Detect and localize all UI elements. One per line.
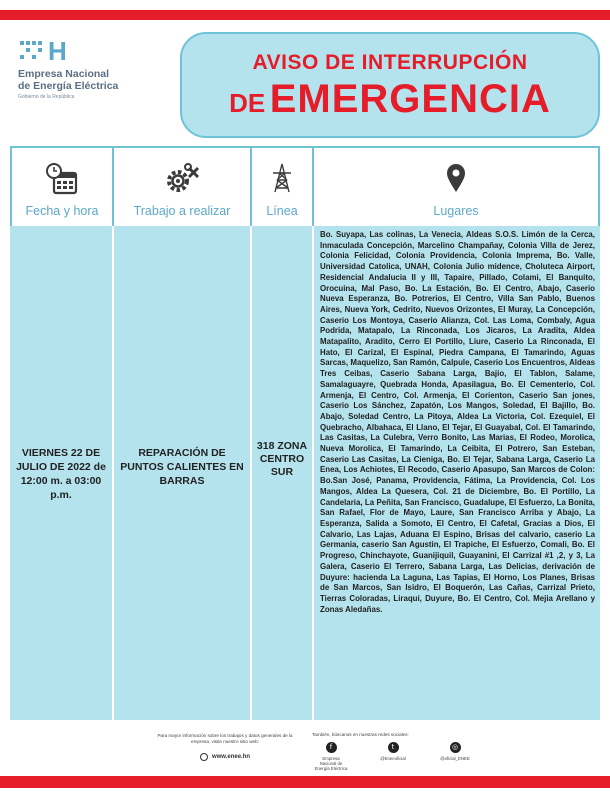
title-line2 — [182, 77, 598, 122]
logo-letter: H — [48, 36, 67, 66]
social-twitter[interactable] — [376, 742, 410, 771]
title-prefix: DE — [229, 88, 266, 118]
header-fecha — [10, 148, 114, 226]
logo-dot — [26, 41, 30, 45]
enee-logo — [18, 38, 168, 100]
cell-trabajo — [114, 226, 252, 720]
header-trabajo — [114, 148, 252, 226]
outage-table — [10, 146, 600, 720]
footer-social-block — [312, 732, 512, 771]
facebook-icon[interactable]: f — [326, 742, 337, 753]
social-title: También, búscanos en nuestras redes sociales: — [312, 732, 409, 737]
cell-fecha — [10, 226, 114, 720]
footer-note: Para mayor información sobre los trabajos y datos generales de la empresa, visite nuestro sitio web: — [157, 733, 293, 744]
header-trabajo-label: Trabajo a realizar — [133, 204, 231, 218]
logo-dot — [32, 41, 36, 45]
linea-value: 318 ZONA CENTRO SUR — [256, 440, 308, 478]
company-subtitle: Gobierno de la República — [18, 94, 75, 100]
logo-dot — [32, 55, 36, 59]
logo-dot — [38, 41, 42, 45]
twitter-icon[interactable]: t — [388, 742, 399, 753]
company-name-line1: Empresa Nacional — [18, 68, 110, 80]
globe-icon — [200, 753, 208, 761]
logo-dot — [20, 41, 24, 45]
column-trabajo — [114, 148, 252, 722]
column-linea — [252, 148, 314, 722]
title-emergencia: EMERGENCIA — [269, 77, 551, 121]
header-linea-label: Línea — [266, 204, 298, 218]
header-lugares-label: Lugares — [433, 204, 479, 218]
gear-tools-icon — [162, 162, 202, 201]
power-tower-icon — [271, 162, 293, 199]
column-lugares — [314, 148, 600, 722]
social-label: Empresa Nacional de Energía Eléctrica — [314, 756, 348, 771]
logo-dot — [20, 55, 24, 59]
cell-lugares — [314, 226, 600, 720]
location-pin-icon — [445, 162, 467, 199]
social-facebook[interactable] — [314, 742, 348, 771]
header-lugares — [314, 148, 600, 226]
social-label: @Eneeoficial — [380, 756, 406, 761]
website-link[interactable] — [150, 753, 300, 761]
lugares-value: Bo. Suyapa, Las colinas, La Venecia, Aldeas S.O.S. Limón de la Cerca, Inmaculada Concepción, Marcelino Champañay, Colonia Villa de Jerez, Colonia Felicidad, Colonia Providencia, Colonia Imprema, Bo. Valle, Universidad Catolica, UNAH, Colonia Julio midence, Choluteca Airport, Residencial Andalucia II y III, Tapaire, Pillado, Colami, El Banquito, Orocuina, Mal Paso, Bo. La Estación, Bo. El Centro, Abajo, Caserio Nueva Esperanza, Bo. Potrerios, El Centro, Villa San Pablo, Buenos Aires, Nueva York, Cedrito, Nuevos Orizontes, El Muray, La Concepción, Caserio Los Montoya, Caserio Alianza, Col. Las Loma, Combaly, Agua Podrida, Matapalo, La Rinconada, Los Jicaros, La Aradita, Aldea Matapalito, Aradito, Cerro El Portillo, Liure, Caserio La Rinconada, El Hato, El Carizal, El Espinal, Piedra Campana, El Tamarindo, Aguas Sarcas, Maquelizo, San Ramón, Calpule, Caserio Los Encuentros, Aldeas Tres Ceibas, Caserio Sabana Larga, Bajio, El Tablon, Salame, Samalaguayre, Quebrada Honda, Apasilagua, Bo. El Cementerio, Col. Armenja, El Centro, Col. Armenja, El Corienton, Caserio San jones, Caserio Los Sánchez, Zapatón, Los Mangos, Soledad, El Bajillo, Bo. Abajo, Soledad Centro, La Pitoya, Aldea La Victoria, Col. Ezequiel, El Quebracho, Albahaca, El Llano, El Tejar, El Guayabal, Col. El Tamarindo, Las Casitas, La Culebra, Verro Bonito, Las Marias, El Rodeo, Morolica, Nueva Morolica, El Tamarindo, La Ceibita, El Potrero, San Esteban, Caserio Las Casitas, La Cieniga, Bo. El Tejar, Sabana Larga, Caserio La Enea, Los Achiotes, El Recodo, Caserio Apasupo, San Marcos de Colon: Bo.San José, Panama, Providencia, Fátima, La Providencia, Col. Los Mangos, Aldea La Quesera, Col. 21 de Diciembre, Bo. El Portillo, La Candelaria, La Peñita, San Francisco, Guadalupe, El Esfuerzo, La Bonita, San Rafael, Flor de Mayo, Laure, San Francisco Arriba y Abajo, La Esperanza, Salida a Somoto, El Centro, El Cafetal, Gracias a Dios, El Calvario, Las Lajas, Aduana El Espino, Brisas del calvario, caserio La Germania, caserio San Agustin, El Trapiche, El Esfuerzo, Comali, Bo. El Progreso, Chinchayote, Guanijiquil, Guayanini, El Carrizal #1 ,2, y 3, La Galera, Caserio El Terrero, Sabana Larga, Las Delicias, derivación de Duyure: hacienda La Laguna, Las Tapias, El Horno, Los Planes, Brisas de San Marcos, San Isidro, El Boquerón, Las Cañas, Carrizal Prieto, Tierras Coloradas, Liraquí, Duyure, Bo. El Centro, Col. Mejia Arellano y Zonas Aledañas. — [320, 230, 595, 614]
social-label: @oficial_ENEE — [440, 756, 470, 761]
social-instagram[interactable] — [438, 742, 472, 771]
column-fecha — [10, 148, 114, 722]
top-red-stripe — [0, 10, 610, 20]
company-name-line2: de Energía Eléctrica — [18, 80, 119, 92]
instagram-icon[interactable]: ◎ — [450, 742, 461, 753]
logo-mark — [18, 38, 78, 64]
calendar-clock-icon — [45, 162, 79, 201]
header-fecha-label: Fecha y hora — [25, 204, 99, 218]
cell-linea — [252, 226, 314, 720]
website-url[interactable]: www.enee.hn — [211, 754, 251, 760]
title-line1: AVISO DE INTERRUPCIÓN — [252, 51, 528, 74]
footer-website-block — [150, 733, 300, 761]
trabajo-value: REPARACIÓN DE PUNTOS CALIENTES EN BARRAS — [120, 447, 244, 487]
title-banner — [180, 32, 600, 138]
header-linea — [252, 148, 314, 226]
bottom-red-stripe — [0, 776, 610, 788]
logo-dot — [26, 48, 30, 52]
fecha-value: VIERNES 22 DE JULIO DE 2022 de 12:00 m. a 03:00 p.m. — [16, 447, 106, 501]
social-links — [312, 742, 512, 771]
logo-dot — [38, 48, 42, 52]
